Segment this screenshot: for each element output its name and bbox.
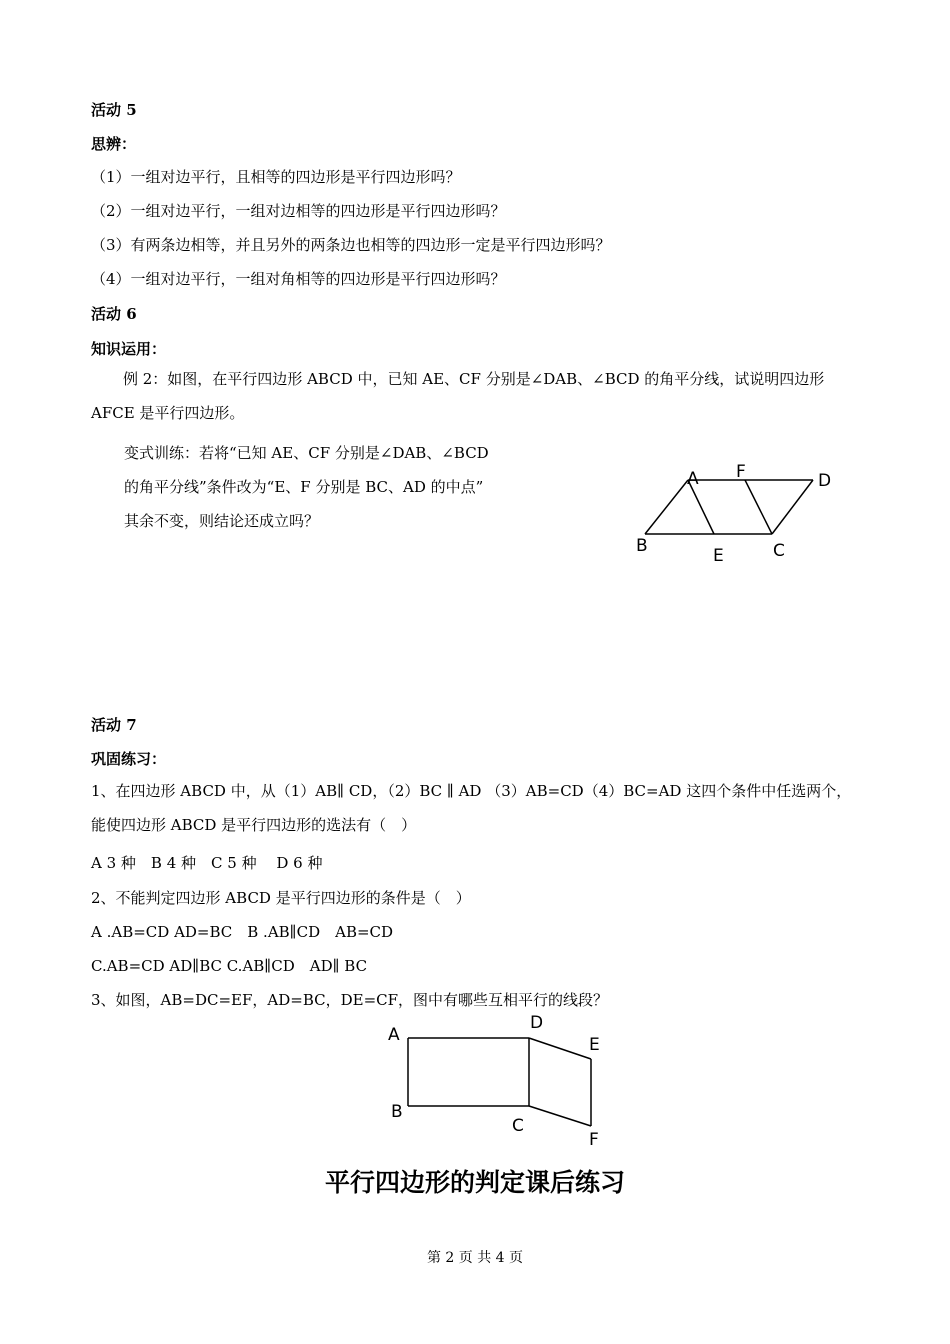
activity7-heading: 活动 7	[91, 716, 137, 734]
label-d: D	[530, 1013, 544, 1033]
page-footer: 第 2 页 共 4 页	[426, 1250, 524, 1266]
segment-cf	[529, 1106, 591, 1126]
example-2-text: 例 2：如图，在平行四边形 ABCD 中，已知 AE、CF 分别是∠DAB、∠BCD 的角平分线，试说明四边形 AFCE 是平行四边形。	[91, 370, 825, 422]
segment-fc	[745, 480, 772, 534]
question-3: 3、如图，AB=DC=EF，AD=BC，DE=CF，图中有哪些互相平行的线段？	[91, 991, 609, 1009]
activity5-item-1: （1）一组对边平行，且相等的四边形是平行四边形吗？	[91, 168, 461, 186]
variant-line-2: 的角平分线”条件改为“E、F 分别是 BC、AD 的中点”	[124, 478, 484, 496]
parallelogram-afce-figure	[625, 455, 845, 570]
activity5-item-4: （4）一组对边平行，一组对角相等的四边形是平行四边形吗？	[91, 270, 506, 288]
variant-line-1: 变式训练：若将“已知 AE、CF 分别是∠DAB、∠BCD	[124, 444, 489, 462]
label-e: E	[713, 546, 724, 566]
label-d: D	[818, 471, 832, 491]
label-f: F	[589, 1130, 599, 1150]
label-c: C	[773, 541, 785, 561]
label-b: B	[391, 1102, 403, 1122]
label-e: E	[589, 1035, 600, 1055]
label-a: A	[687, 469, 699, 489]
activity6-heading: 活动 6	[91, 305, 137, 323]
segment-ba	[645, 480, 688, 534]
parallel-segments-figure	[380, 1008, 620, 1153]
segment-de	[529, 1038, 591, 1059]
question-2: 2、不能判定四边形 ABCD 是平行四边形的条件是（ ）	[91, 889, 471, 907]
label-f: F	[736, 462, 746, 482]
variant-line-3: 其余不变，则结论还成立吗？	[124, 512, 320, 530]
segment-dc	[772, 480, 813, 534]
activity5-item-3: （3）有两条边相等，并且另外的两条边也相等的四边形一定是平行四边形吗？	[91, 236, 611, 254]
activity5-heading: 活动 5	[91, 101, 137, 119]
activity6-subheading: 知识运用：	[91, 340, 167, 358]
question-1: 1、在四边形 ABCD 中，从（1）AB∥ CD，（2）BC ∥ AD （3）AB=CD（4）BC=AD 这四个条件中任选两个，能使四边形 ABCD 是平行四边形的选法有（ ）	[91, 782, 852, 834]
section-title: 平行四边形的判定课后练习	[324, 1168, 625, 1197]
label-b: B	[636, 536, 648, 556]
question-2-options-2: C.AB=CD AD∥BC C.AB∥CD AD∥ BC	[91, 957, 368, 975]
activity5-item-2: （2）一组对边平行，一组对边相等的四边形是平行四边形吗？	[91, 202, 506, 220]
label-c: C	[512, 1116, 524, 1136]
activity5-subheading: 思辨：	[91, 135, 137, 153]
activity7-subheading: 巩固练习：	[91, 750, 167, 768]
question-1-options: A 3 种 B 4 种 C 5 种 D 6 种	[91, 854, 323, 872]
question-2-options-1: A .AB=CD AD=BC B .AB∥CD AB=CD	[91, 923, 394, 941]
label-a: A	[388, 1025, 400, 1045]
